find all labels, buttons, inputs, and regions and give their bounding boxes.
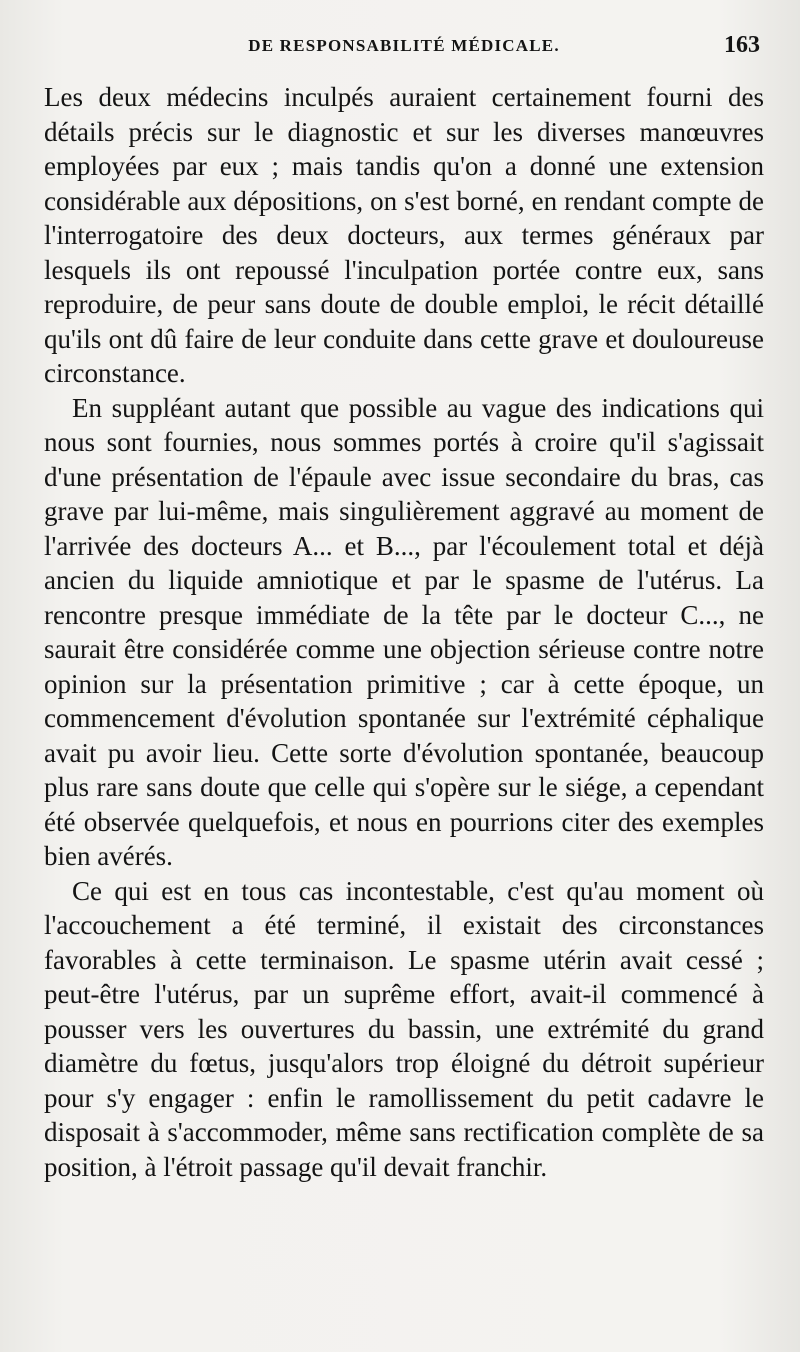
running-title: DE RESPONSABILITÉ MÉDICALE. bbox=[248, 36, 560, 55]
paragraph-3: Ce qui est en tous cas incontestable, c'est qu'au moment où l'accouchement a été terminé, il existait des circonstances favorables à cette terminaison. Le spasme utérin avait cessé ; peut-être l'utérus, par un suprême effort, avait-il commencé à pousser vers les ouvertures du bassin, une extrémité du grand diamètre du fœtus, jusqu'alors trop éloigné du détroit supérieur pour s'y engager : enfin le ramollissement du petit cadavre le disposait à s'accommoder, même sans rectification complète de sa position, à l'étroit passage qu'il devait franchir. bbox=[44, 875, 764, 1182]
paragraph-2: En suppléant autant que possible au vague des indications qui nous sont fournies, nous sommes portés à croire qu'il s'agissait d'une présentation de l'épaule avec issue secondaire du bras, cas grave par lui-même, mais singulièrement aggravé au moment de l'arrivée des docteurs A... et B..., par l'écoulement total et déjà ancien du liquide amniotique et par le spasme de l'utérus. La rencontre presque immédiate de la tête par le docteur C..., ne saurait être considérée comme une objection sérieuse contre notre opinion sur la présentation primitive ; car à cette époque, un commencement d'évolution spontanée sur l'extrémité céphalique avait pu avoir lieu. Cette sorte d'évolution spontanée, beaucoup plus rare sans doute que celle qui s'opère sur le siége, a cependant été observée quelquefois, et nous en pourrions citer des exemples bien avérés. bbox=[44, 392, 764, 871]
page-header bbox=[44, 32, 764, 68]
paragraph-1: Les deux médecins inculpés auraient certainement fourni des détails précis sur le diagnostic et sur les diverses manœuvres employées par eux ; mais tandis qu'on a donné une extension considérable aux dépositions, on s'est borné, en rendant compte de l'interrogatoire des deux docteurs, aux termes généraux par lesquels ils ont repoussé l'inculpation portée contre eux, sans reproduire, de peur sans doute de double emploi, le récit détaillé qu'ils ont dû faire de leur conduite dans cette grave et douloureuse circonstance. bbox=[44, 82, 764, 388]
body-text bbox=[44, 80, 764, 1184]
page-number: 163 bbox=[724, 32, 760, 58]
